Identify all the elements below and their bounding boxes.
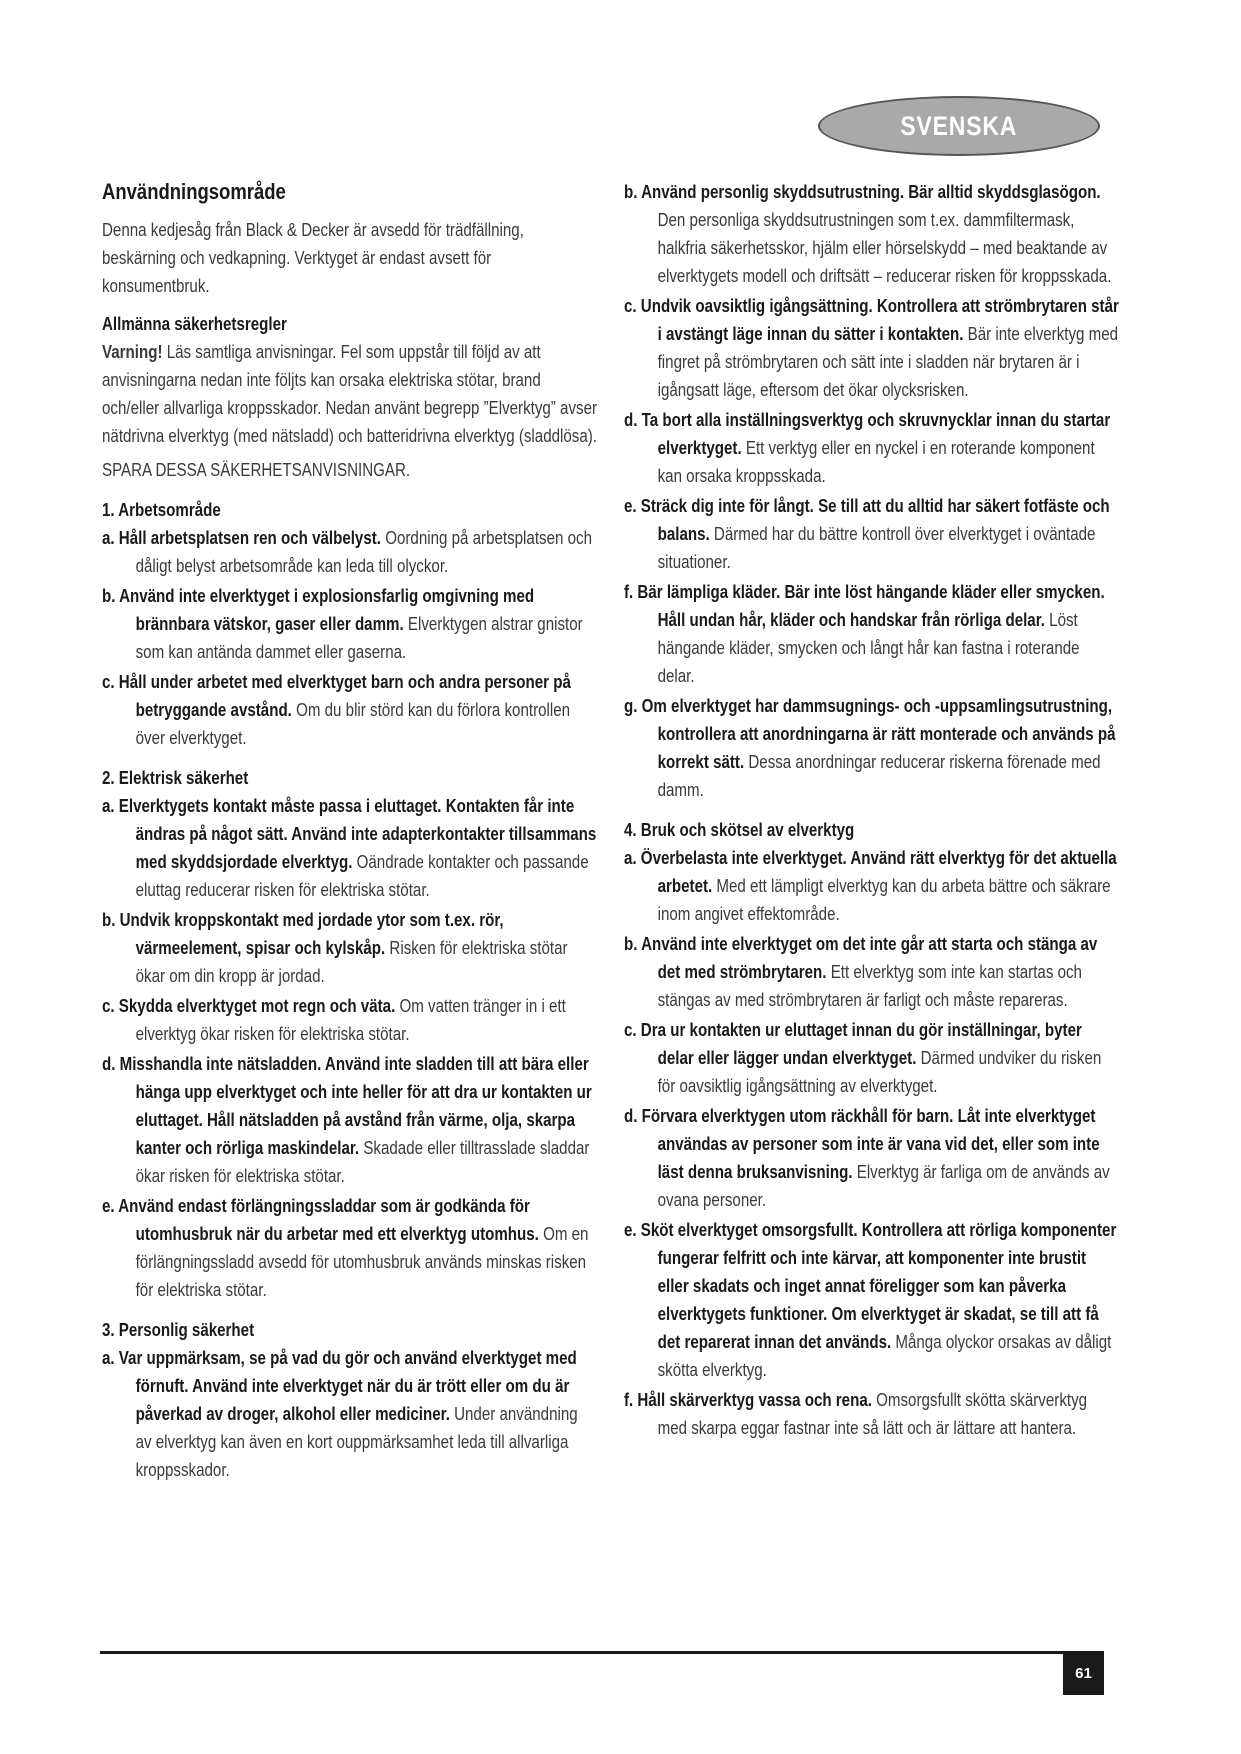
intro-paragraph: Denna kedjesåg från Black & Decker är avsedd för trädfällning, beskärning och vedkapning. Verktyget är endast avsett för konsumentbruk. [102, 220, 524, 296]
item-text: Den personliga skyddsutrustningen som t.ex. dammfiltermask, halkfria säkerhetsskor, hjälm eller hörselskydd – med beaktande av elverktygets modell och driftsätt – reducerar risken för kroppsskada. [657, 210, 1112, 286]
language-badge [818, 96, 1100, 156]
list-item [102, 1344, 598, 1484]
item-text: Om vatten tränger in i ett elverktyg ökar risken för elektriska stötar. [135, 996, 566, 1044]
item-bold: c. Undvik oavsiktlig igångsättning. Kontrollera att strömbrytaren står i avstängt läge innan du sätter i kontakten. [624, 296, 1119, 344]
item-bold: a. Håll arbetsplatsen ren och välbelyst. [102, 528, 381, 548]
item-bold: a. Var uppmärksam, se på vad du gör och använd elverktyget med förnuft. Använd inte elverktyget när du är trött eller om du är påverkad av droger, alkohol eller mediciner. [102, 1348, 577, 1424]
item-bold: f. Bär lämpliga kläder. Bär inte löst hängande kläder eller smycken. Håll undan hår, kläder och handskar från rörliga delar. [624, 582, 1105, 630]
list-item [624, 692, 1120, 804]
save-note: SPARA DESSA SÄKERHETSANVISNINGAR. [102, 460, 411, 480]
item-bold: b. Använd personlig skyddsutrustning. Bär alltid skyddsglasögon. [624, 182, 1101, 202]
section-heading: 4. Bruk och skötsel av elverktyg [624, 820, 855, 840]
section-heading: 2. Elektrisk säkerhet [102, 768, 249, 788]
item-bold: a. Elverktygets kontakt måste passa i eluttaget. Kontakten får inte ändras på något sätt. Använd inte adapterkontakter tillsammans med skyddsjordade elverktyg. [102, 796, 597, 872]
list-item [102, 524, 598, 580]
item-bold: b. Undvik kroppskontakt med jordade ytor som t.ex. rör, värmeelement, spisar och kylskåp. [102, 910, 504, 958]
page-number: 61 [1063, 1652, 1104, 1695]
language-badge-label: SVENSKA [900, 110, 1018, 141]
item-text: Därmed undviker du risken för oavsiktlig igångsättning av elverktyget. [657, 1048, 1102, 1096]
item-text: Många olyckor orsakas av dåligt skötta elverktyg. [657, 1332, 1112, 1380]
item-bold: a. Överbelasta inte elverktyget. Använd rätt elverktyg för det aktuella arbetet. [624, 848, 1117, 896]
list-item [624, 930, 1120, 1014]
item-text: Om du blir störd kan du förlora kontrollen över elverktyget. [135, 700, 571, 748]
item-text: Bär inte elverktyg med fingret på strömbrytaren och sätt inte i sladden när brytaren är i igångsatt läge, eftersom det ökar olycksrisken. [657, 324, 1119, 400]
item-bold: c. Skydda elverktyget mot regn och väta. [102, 996, 396, 1016]
item-bold: b. Använd inte elverktyget om det inte går att starta och stänga av det med strömbrytaren. [624, 934, 1098, 982]
list-item [624, 292, 1120, 404]
item-bold: d. Förvara elverktygen utom räckhåll för barn. Låt inte elverktyget användas av personer som inte är vana vid det, eller som inte läst denna bruksanvisning. [624, 1106, 1100, 1182]
item-text: Ett verktyg eller en nyckel i en roterande komponent kan orsaka kroppsskada. [657, 438, 1095, 486]
item-text: Oordning på arbetsplatsen och dåligt belyst arbetsområde kan leda till olyckor. [135, 528, 592, 576]
item-bold: e. Använd endast förlängningssladdar som är godkända för utomhusbruk när du arbetar med ett elverktyg utomhus. [102, 1196, 539, 1244]
item-text: Omsorgsfullt skötta skärverktyg med skarpa eggar fastnar inte så lätt och är lättare att hantera. [657, 1390, 1088, 1438]
list-item [624, 178, 1120, 290]
warning-paragraph [102, 338, 598, 450]
list-item [102, 992, 598, 1048]
list-item [102, 582, 598, 666]
list-item [102, 906, 598, 990]
warning-label: Varning! [102, 342, 163, 362]
item-text: Ett elverktyg som inte kan startas och stängas av med strömbrytaren är farligt och måste repareras. [657, 962, 1082, 1010]
item-bold: c. Håll under arbetet med elverktyget barn och andra personer på betryggande avstånd. [102, 672, 571, 720]
list-item [624, 1102, 1120, 1214]
item-text: Elverktyg är farliga om de används av ovana personer. [657, 1162, 1110, 1210]
item-bold: d. Ta bort alla inställningsverktyg och skruvnycklar innan du startar elverktyget. [624, 410, 1111, 458]
list-item [102, 792, 598, 904]
list-item [624, 1016, 1120, 1100]
item-text: Löst hängande kläder, smycken och långt hår kan fastna i roterande delar. [657, 610, 1080, 686]
item-bold: c. Dra ur kontakten ur eluttaget innan du gör inställningar, byter delar eller lägger undan elverktyget. [624, 1020, 1082, 1068]
list-item [624, 578, 1120, 690]
left-column [102, 178, 597, 1486]
general-safety-heading: Allmänna säkerhetsregler [102, 314, 287, 334]
item-bold: b. Använd inte elverktyget i explosionsfarlig omgivning med brännbara vätskor, gaser eller damm. [102, 586, 535, 634]
item-text: Elverktygen alstrar gnistor som kan antända dammet eller gaserna. [135, 614, 583, 662]
section-title: Användningsområde [102, 179, 286, 204]
list-item [102, 1050, 598, 1190]
list-item [624, 1386, 1120, 1442]
item-text: Om en förlängningssladd avsedd för utomhusbruk används minskas risken för elektriska stötar. [135, 1224, 589, 1300]
list-item [624, 844, 1120, 928]
item-bold: g. Om elverktyget har dammsugnings- och -uppsamlingsutrustning, kontrollera att anordningarna är rätt monterade och används på korrekt sätt. [624, 696, 1116, 772]
list-item [102, 1192, 598, 1304]
item-text: Risken för elektriska stötar ökar om din kropp är jordad. [135, 938, 568, 986]
list-item [624, 1216, 1120, 1384]
item-text: Med ett lämpligt elverktyg kan du arbeta bättre och säkrare inom angivet effektområde. [657, 876, 1111, 924]
item-bold: f. Håll skärverktyg vassa och rena. [624, 1390, 872, 1410]
list-item [102, 668, 598, 752]
left-column-content [102, 178, 598, 1484]
item-bold: e. Sköt elverktyget omsorgsfullt. Kontrollera att rörliga komponenter fungerar felfritt och inte kärvar, att komponenter inte brustit eller skadats och inget annat föreligger som kan påverka elverktygets funktioner. Om elverktyget är skadat, se till att få det reparerat innan det används. [624, 1220, 1117, 1352]
section-heading: 3. Personlig säkerhet [102, 1320, 255, 1340]
item-text: Därmed har du bättre kontroll över elverktyget i oväntade situationer. [657, 524, 1096, 572]
item-bold: e. Sträck dig inte för långt. Se till att du alltid har säkert fotfäste och balans. [624, 496, 1110, 544]
item-text: Dessa anordningar reducerar riskerna förenade med damm. [657, 752, 1101, 800]
warning-text: Läs samtliga anvisningar. Fel som uppstår till följd av att anvisningarna nedan inte följts kan orsaka elektriska stötar, brand och/eller allvarliga kroppsskador. Nedan använt begrepp ”Elverktyg” avser nätdrivna elverktyg (med nätsladd) och batteridrivna elverktyg (sladdlösa). [102, 342, 598, 446]
footer-divider [100, 1651, 1104, 1654]
item-text: Skadade eller tilltrasslade sladdar ökar risken för elektriska stötar. [135, 1138, 590, 1186]
list-item [624, 492, 1120, 576]
list-item [624, 406, 1120, 490]
section-heading: 1. Arbetsområde [102, 500, 221, 520]
right-column [624, 178, 1119, 1444]
right-column-content [624, 178, 1120, 1442]
item-text: Under användning av elverktyg kan även en kort ouppmärksamhet leda till allvarliga kroppsskador. [135, 1404, 578, 1480]
item-bold: d. Misshandla inte nätsladden. Använd inte sladden till att bära eller hänga upp elverktyget och inte heller för att dra ur kontakten ur eluttaget. Håll nätsladden på avstånd från värme, olja, skarpa kanter och rörliga maskindelar. [102, 1054, 592, 1158]
item-text: Oändrade kontakter och passande eluttag reducerar risken för elektriska stötar. [135, 852, 589, 900]
